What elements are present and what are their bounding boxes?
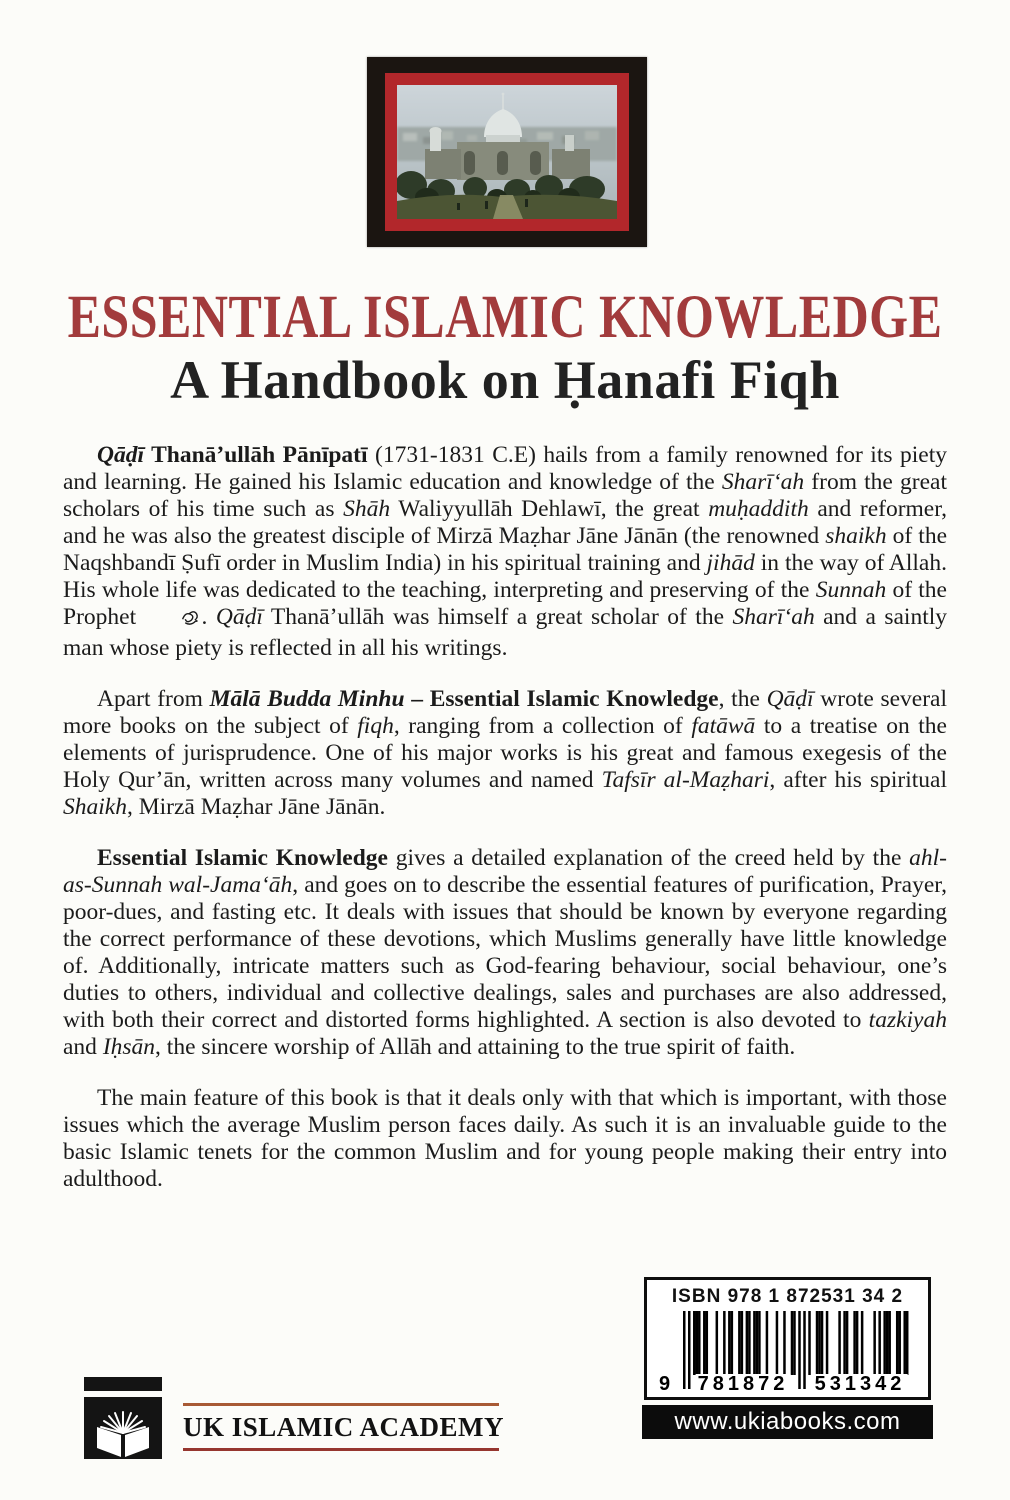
website-bar bbox=[642, 1405, 933, 1439]
isbn-label: ISBN 978 1 872531 34 2 bbox=[671, 1286, 904, 1307]
publisher-name: UK ISLAMIC ACADEMY bbox=[183, 1412, 505, 1442]
prophet-honorific-icon bbox=[146, 607, 201, 635]
paragraph: Qāḍī Thanā’ullāh Pānīpatī (1731-1831 C.E) hails from a family renowned for its piety and learning. He gained his Islamic education and knowledge of the Sharī‘ah from the great scholars of his time such as Shāh Waliyyullāh Dehlawī, the great muḥaddith and reformer, and he was also the greatest disciple of Mirzā Maẓhar Jāne Jānān (the renowned shaikh of the Naqshbandī Ṣufī order in Muslim India) in his spiritual training and jihād in the way of Allah. His whole life was dedicated to the teaching, interpreting and preserving of the Sunnah of the Prophet . Qāḍī Thanā’ullāh was himself a great scholar of the Sharī‘ah and a saintly man whose piety is reflected in all his writings. bbox=[63, 442, 948, 661]
paragraph: The main feature of this book is that it deals only with that which is important, with those issues which the average Muslim person faces daily. As such it is an invaluable guide to the basic Islamic tenets for the common Muslim and for young people making their entry into adulthood. bbox=[63, 1085, 947, 1192]
book-subtitle: A Handbook on Ḥanafi Fiqh bbox=[170, 350, 840, 410]
ean13-barcode bbox=[659, 1311, 921, 1395]
barcode-digits-right: 531342 bbox=[814, 1373, 906, 1395]
book-title: ESSENTIAL ISLAMIC KNOWLEDGE bbox=[67, 282, 943, 351]
cover-photo-border bbox=[385, 73, 629, 231]
open-book-logo-icon bbox=[84, 1377, 162, 1459]
website-url: www.ukiabooks.com bbox=[674, 1408, 901, 1435]
cover-photo-frame bbox=[367, 57, 647, 247]
paragraph: Essential Islamic Knowledge gives a detailed explanation of the creed held by the ahl-as-Sunnah wal-Jama‘āh, and goes on to describe the essential features of purification, Prayer, poor-dues, and fasting etc. It deals with issues that should be known by everyone regarding the correct performance of these devotions, which Muslims generally have little knowledge of. Additionally, intricate matters such as God-fearing behaviour, social behaviour, one’s duties to others, individual and collective dealings, sales and purchases are also addressed, with both their correct and distorted forms highlighted. A section is also devoted to tazkiyah and Iḥsān, the sincere worship of Allāh and attaining to the true spirit of faith. bbox=[63, 845, 948, 1060]
isbn-barcode-box bbox=[644, 1277, 931, 1400]
mosque-photo bbox=[397, 85, 617, 219]
barcode-digit-prefix: 9 bbox=[659, 1373, 671, 1395]
body-paragraphs bbox=[63, 442, 947, 1217]
barcode-digits-left: 781872 bbox=[697, 1373, 789, 1395]
publisher-name-block bbox=[183, 1403, 505, 1451]
paragraph: Apart from Mālā Budda Minhu – Essential Islamic Knowledge, the Qāḍī wrote several more books on the subject of fiqh, ranging from a collection of fatāwā to a treatise on the elements of jurisprudence. One of his major works is his great and famous exegesis of the Holy Qur’ān, written across many volumes and named Tafsīr al-Maẓhari, after his spiritual Shaikh, Mirzā Maẓhar Jāne Jānān. bbox=[63, 686, 948, 820]
publisher-logo bbox=[84, 1377, 162, 1459]
